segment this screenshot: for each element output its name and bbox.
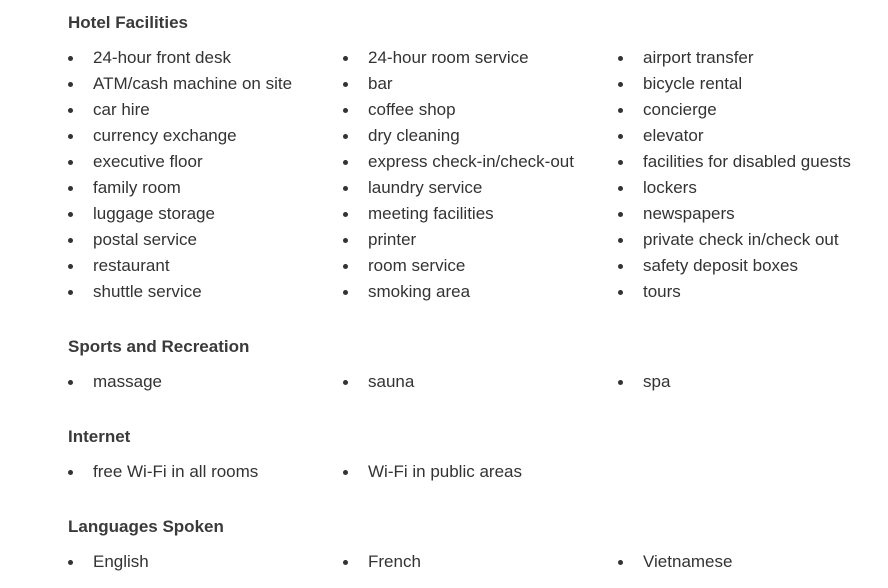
- list-item-label: safety deposit boxes: [643, 256, 798, 275]
- bullet-icon: [618, 290, 623, 295]
- bullet-icon: [343, 290, 348, 295]
- bullet-icon: [68, 560, 73, 565]
- bullet-icon: [343, 380, 348, 385]
- list-item-label: bar: [368, 74, 393, 93]
- list-item-label: smoking area: [368, 282, 471, 301]
- bullet-icon: [618, 82, 623, 87]
- bullet-icon: [68, 108, 73, 113]
- facility-list: [68, 369, 868, 395]
- list-item-label: executive floor: [93, 152, 203, 171]
- facility-list: [68, 459, 868, 485]
- bullet-icon: [618, 108, 623, 113]
- list-item-label: tours: [643, 282, 681, 301]
- bullet-icon: [68, 238, 73, 243]
- list-item-label: coffee shop: [368, 100, 456, 119]
- list-item-label: shuttle service: [93, 282, 202, 301]
- bullet-icon: [68, 470, 73, 475]
- list-item-label: restaurant: [93, 256, 170, 275]
- list-item-label: private check in/check out: [643, 230, 839, 249]
- facility-list: [68, 45, 868, 305]
- list-item-label: lockers: [643, 178, 697, 197]
- bullet-icon: [343, 160, 348, 165]
- list-item-label: massage: [93, 372, 162, 391]
- bullet-icon: [618, 186, 623, 191]
- bullet-icon: [68, 56, 73, 61]
- list-item-label: currency exchange: [93, 126, 237, 145]
- bullet-icon: [68, 134, 73, 139]
- bullet-icon: [68, 212, 73, 217]
- section-title: Internet: [68, 427, 131, 446]
- list-item-label: bicycle rental: [643, 74, 743, 93]
- bullet-icon: [343, 134, 348, 139]
- bullet-icon: [343, 108, 348, 113]
- list-item-label: 24-hour front desk: [93, 48, 231, 67]
- bullet-icon: [68, 290, 73, 295]
- list-item-label: French: [368, 552, 421, 571]
- list-item-label: ATM/cash machine on site: [93, 74, 293, 93]
- list-item-label: sauna: [368, 372, 415, 391]
- bullet-icon: [343, 186, 348, 191]
- bullet-icon: [68, 186, 73, 191]
- list-item-label: Vietnamese: [643, 552, 733, 571]
- list-item-label: meeting facilities: [368, 204, 494, 223]
- bullet-icon: [68, 264, 73, 269]
- bullet-icon: [343, 56, 348, 61]
- list-item-label: spa: [643, 372, 671, 391]
- bullet-icon: [618, 560, 623, 565]
- bullet-icon: [343, 560, 348, 565]
- bullet-icon: [618, 56, 623, 61]
- bullet-icon: [68, 82, 73, 87]
- bullet-icon: [618, 380, 623, 385]
- list-item-label: elevator: [643, 126, 704, 145]
- list-item-label: free Wi-Fi in all rooms: [93, 462, 259, 481]
- section-internet: [68, 424, 868, 485]
- bullet-icon: [68, 380, 73, 385]
- bullet-icon: [618, 160, 623, 165]
- list-item-label: room service: [368, 256, 466, 275]
- list-item-label: dry cleaning: [368, 126, 460, 145]
- bullet-icon: [618, 212, 623, 217]
- bullet-icon: [343, 82, 348, 87]
- section-title: Sports and Recreation: [68, 337, 250, 356]
- list-item-label: postal service: [93, 230, 197, 249]
- bullet-icon: [618, 238, 623, 243]
- list-item-label: Wi-Fi in public areas: [368, 462, 522, 481]
- list-item-label: car hire: [93, 100, 150, 119]
- bullet-icon: [618, 264, 623, 269]
- list-item-label: English: [93, 552, 149, 571]
- section-title: Languages Spoken: [68, 517, 224, 536]
- section-languages-spoken: [68, 514, 868, 575]
- list-item-label: concierge: [643, 100, 717, 119]
- facility-list: [68, 549, 868, 575]
- bullet-icon: [618, 134, 623, 139]
- list-item-label: 24-hour room service: [368, 48, 529, 67]
- bullet-icon: [343, 238, 348, 243]
- list-item-label: express check-in/check-out: [368, 152, 574, 171]
- section-sports-and-recreation: [68, 334, 868, 395]
- list-item-label: family room: [93, 178, 181, 197]
- list-item-label: luggage storage: [93, 204, 215, 223]
- list-item-label: airport transfer: [643, 48, 754, 67]
- section-title: Hotel Facilities: [68, 13, 188, 32]
- list-item-label: newspapers: [643, 204, 735, 223]
- list-item-label: printer: [368, 230, 417, 249]
- bullet-icon: [343, 212, 348, 217]
- list-item-label: facilities for disabled guests: [643, 152, 851, 171]
- list-item-label: laundry service: [368, 178, 483, 197]
- section-hotel-facilities: [68, 10, 868, 305]
- bullet-icon: [343, 470, 348, 475]
- bullet-icon: [68, 160, 73, 165]
- bullet-icon: [343, 264, 348, 269]
